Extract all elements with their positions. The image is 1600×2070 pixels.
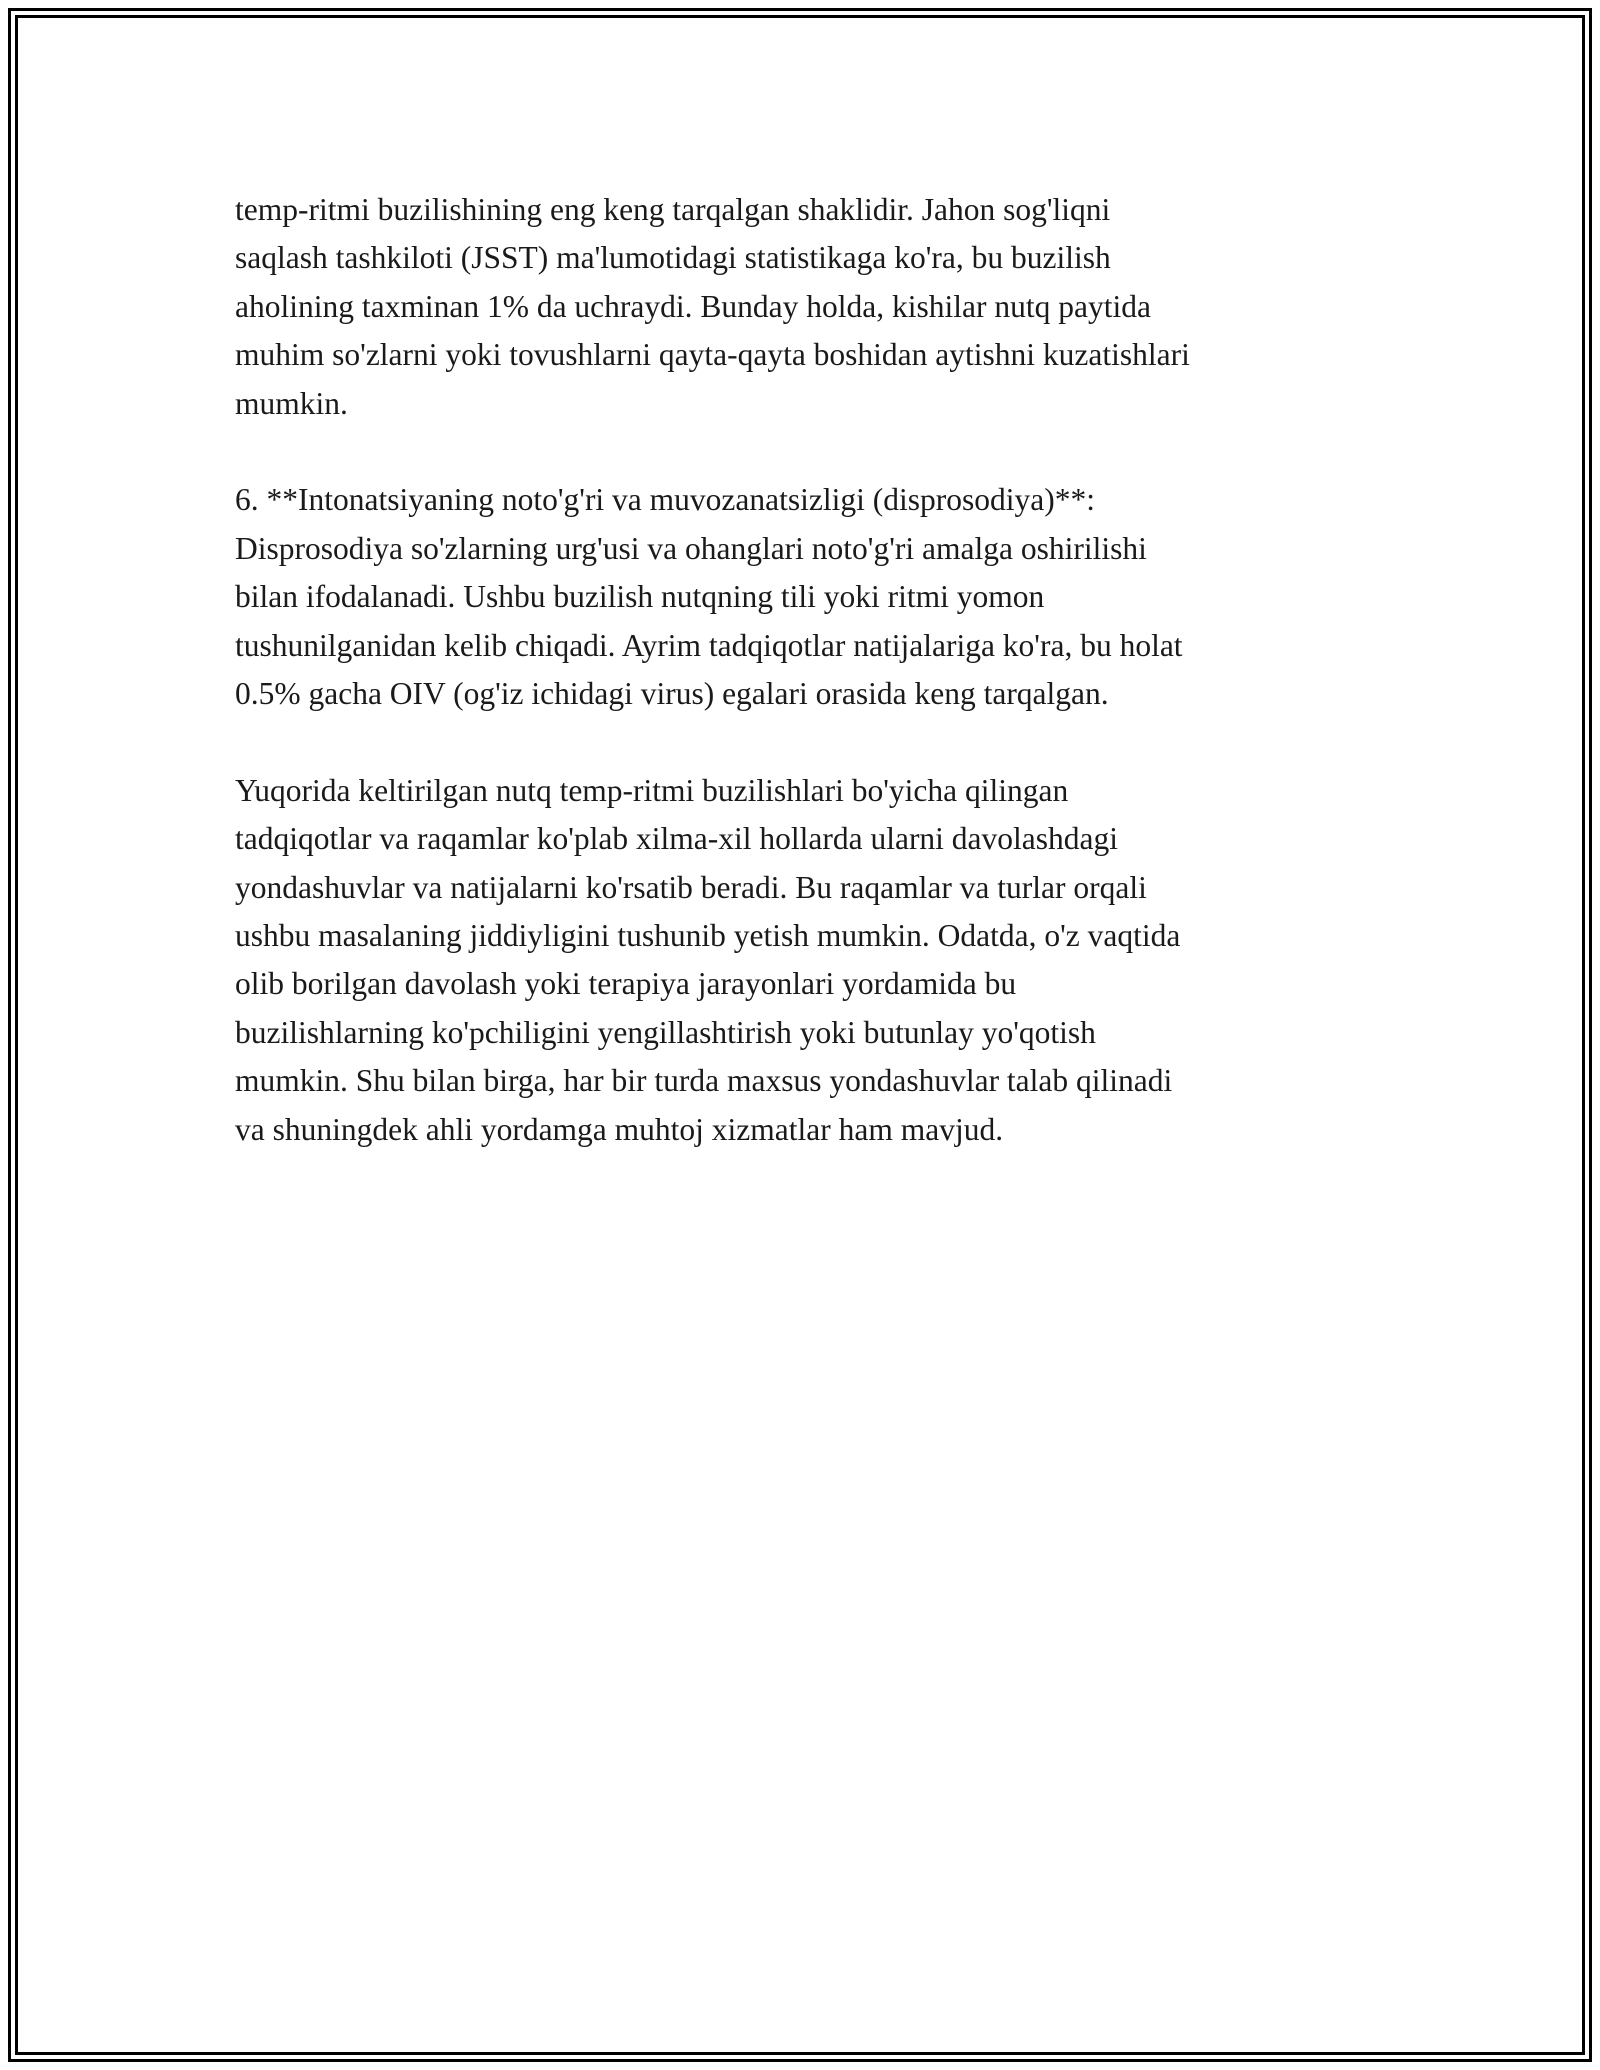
text-line: temp-ritmi buzilishining eng keng tarqalgan shaklidir. Jahon sog'liqni [235,192,1111,227]
text-line: saqlash tashkiloti (JSST) ma'lumotidagi statistikaga ko'ra, bu buzilish [235,240,1111,276]
text-line: mumkin. Shu bilan birga, har bir turda maxsus yondashuvlar talab qilinadi [235,1063,1173,1099]
document-body [235,186,1365,1202]
text-line: 6. **Intonatsiyaning noto'g'ri va muvozanatsizligi (disprosodiya)**: [235,482,1095,518]
text-line: muhim so'zlarni yoki tovushlarni qayta-qayta boshidan aytishni kuzatishlari [235,337,1190,373]
text-line: 0.5% gacha OIV (og'iz ichidagi virus) egalari orasida keng tarqalgan. [235,676,1109,712]
text-line: mumkin. [235,385,348,421]
text-line: ushbu masalaning jiddiyligini tushunib yetish mumkin. Odatda, o'z vaqtida [235,918,1181,954]
paragraph-2 [235,476,1365,718]
text-line: bilan ifodalanadi. Ushbu buzilish nutqning tili yoki ritmi yomon [235,579,1045,615]
text-line: yondashuvlar va natijalarni ko'rsatib beradi. Bu raqamlar va turlar orqali [235,869,1147,905]
text-line: tadqiqotlar va raqamlar ko'plab xilma-xil hollarda ularni davolashdagi [235,821,1119,857]
paragraph-3 [235,767,1365,1154]
text-line: aholining taxminan 1% da uchraydi. Bunday holda, kishilar nutq paytida [235,288,1151,324]
text-line: va shuningdek ahli yordamga muhtoj xizmatlar ham mavjud. [235,1111,1004,1147]
text-line: buzilishlarning ko'pchiligini yengillashtirish yoki butunlay yo'qotish [235,1014,1096,1050]
paragraph-1 [235,186,1365,428]
text-line: olib borilgan davolash yoki terapiya jarayonlari yordamida bu [235,966,1017,1002]
text-line: tushunilganidan kelib chiqadi. Ayrim tadqiqotlar natijalariga ko'ra, bu holat [235,627,1183,663]
text-line: Yuqorida keltirilgan nutq temp-ritmi buzilishlari bo'yicha qilingan [235,772,1069,808]
text-line: Disprosodiya so'zlarning urg'usi va ohanglari noto'g'ri amalga oshirilishi [235,530,1147,566]
